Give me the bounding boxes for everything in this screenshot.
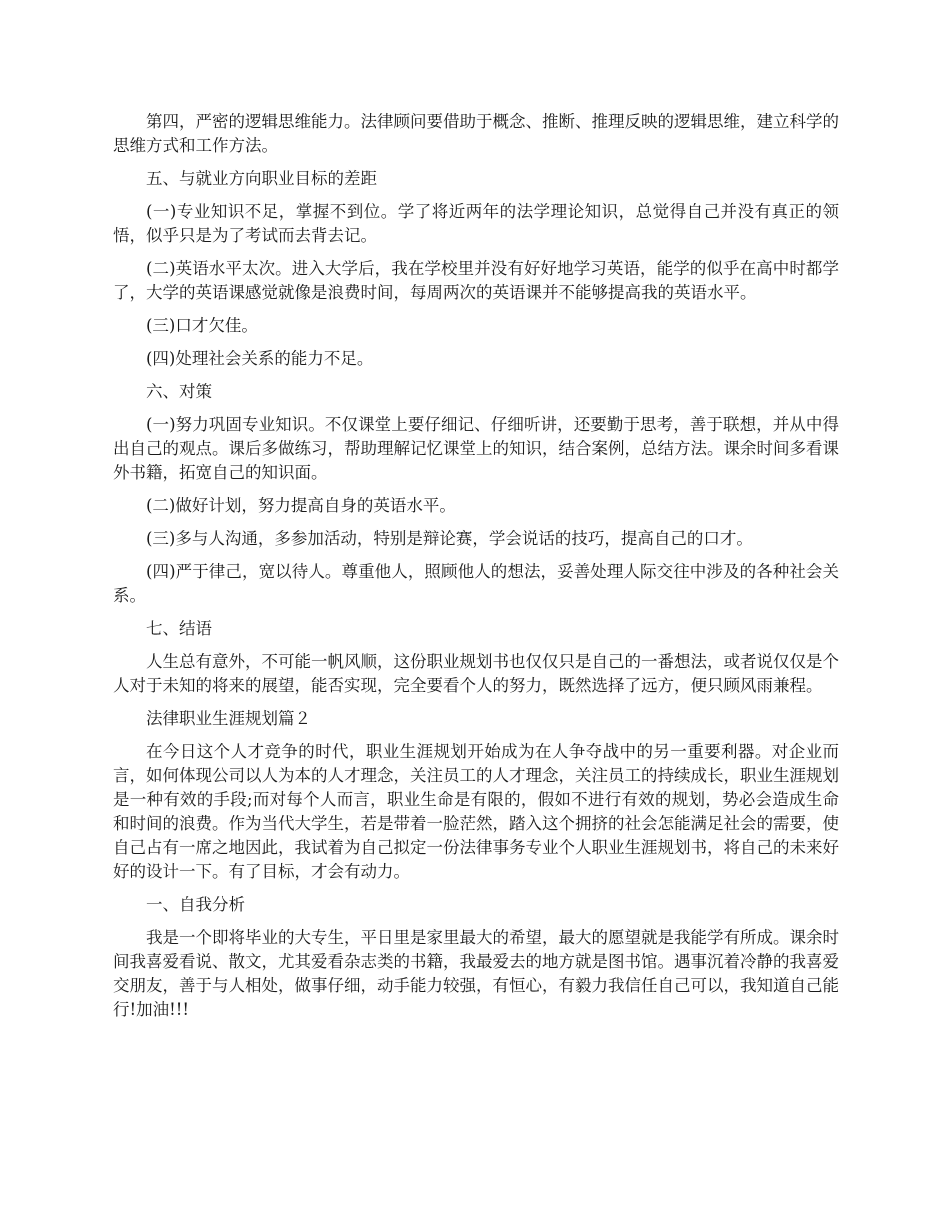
section-heading-conclusion: 七、结语 <box>146 619 212 638</box>
paragraph-gap-1: (一)专业知识不足，掌握不到位。学了将近两年的法学理论知识，总觉得自己并没有真正的领悟，似乎只是为了考试而去背去记。 <box>113 202 839 245</box>
paragraph-gap-4: (四)处理社会关系的能力不足。 <box>146 349 374 368</box>
paragraph-conclusion: 人生总有意外，不可能一帆风顺，这份职业规划书也仅仅只是自己的一番想法，或者说仅仅是个人对于未知的将来的展望，能否实现，完全要看个人的努力，既然选择了远方，便只顾风雨兼程。 <box>113 652 839 695</box>
paragraph-strategy-4: (四)严于律己，宽以待人。尊重他人，照顾他人的想法，妥善处理人际交往中涉及的各种社会关系。 <box>113 562 839 605</box>
section-heading-self-analysis: 一、自我分析 <box>146 895 245 914</box>
section-heading-gap: 五、与就业方向职业目标的差距 <box>146 169 377 188</box>
section-heading-strategy: 六、对策 <box>146 382 212 401</box>
paragraph-strategy-2: (二)做好计划，努力提高自身的英语水平。 <box>146 496 456 515</box>
article-title-part-2: 法律职业生涯规划篇２ <box>146 709 311 728</box>
paragraph-strategy-1: (一)努力巩固专业知识。不仅课堂上要仔细记、仔细听讲，还要勤于思考，善于联想，并从中得出自己的观点。课后多做练习，帮助理解记忆课堂上的知识，结合案例，总结方法。课余时间多看课外书籍，拓宽自己的知识面。 <box>113 415 839 482</box>
document-page <box>113 110 839 1031</box>
paragraph-gap-2: (二)英语水平太次。进入大学后，我在学校里并没有好好地学习英语，能学的似乎在高中时都学了，大学的英语课感觉就像是浪费时间，每周两次的英语课并不能够提高我的英语水平。 <box>113 259 839 302</box>
paragraph-intro: 在今日这个人才竞争的时代，职业生涯规划开始成为在人争夺战中的另一重要利器。对企业而言，如何体现公司以人为本的人才理念，关注员工的人才理念，关注员工的持续成长，职业生涯规划是一种有效的手段;而对每个人而言，职业生命是有限的，假如不进行有效的规划，势必会造成生命和时间的浪费。作为当代大学生，若是带着一脸茫然，踏入这个拥挤的社会怎能满足社会的需要，使自己占有一席之地因此，我试着为自己拟定一份法律事务专业个人职业生涯规划书，将自己的未来好好的设计一下。有了目标，才会有动力。 <box>113 742 839 881</box>
paragraph-gap-3: (三)口才欠佳。 <box>146 316 258 335</box>
paragraph-logic-ability: 第四，严密的逻辑思维能力。法律顾问要借助于概念、推断、推理反映的逻辑思维，建立科学的思维方式和工作方法。 <box>113 112 839 155</box>
paragraph-strategy-3: (三)多与人沟通，多参加活动，特别是辩论赛，学会说话的技巧，提高自己的口才。 <box>146 529 753 548</box>
paragraph-self-analysis: 我是一个即将毕业的大专生，平日里是家里最大的希望，最大的愿望就是我能学有所成。课余时间我喜爱看说、散文，尤其爱看杂志类的书籍，我最爱去的地方就是图书馆。遇事沉着冷静的我喜爱交朋友，善于与人相处，做事仔细，动手能力较强，有恒心，有毅力我信任自己可以，我知道自己能行!加油!!! <box>113 928 839 1019</box>
